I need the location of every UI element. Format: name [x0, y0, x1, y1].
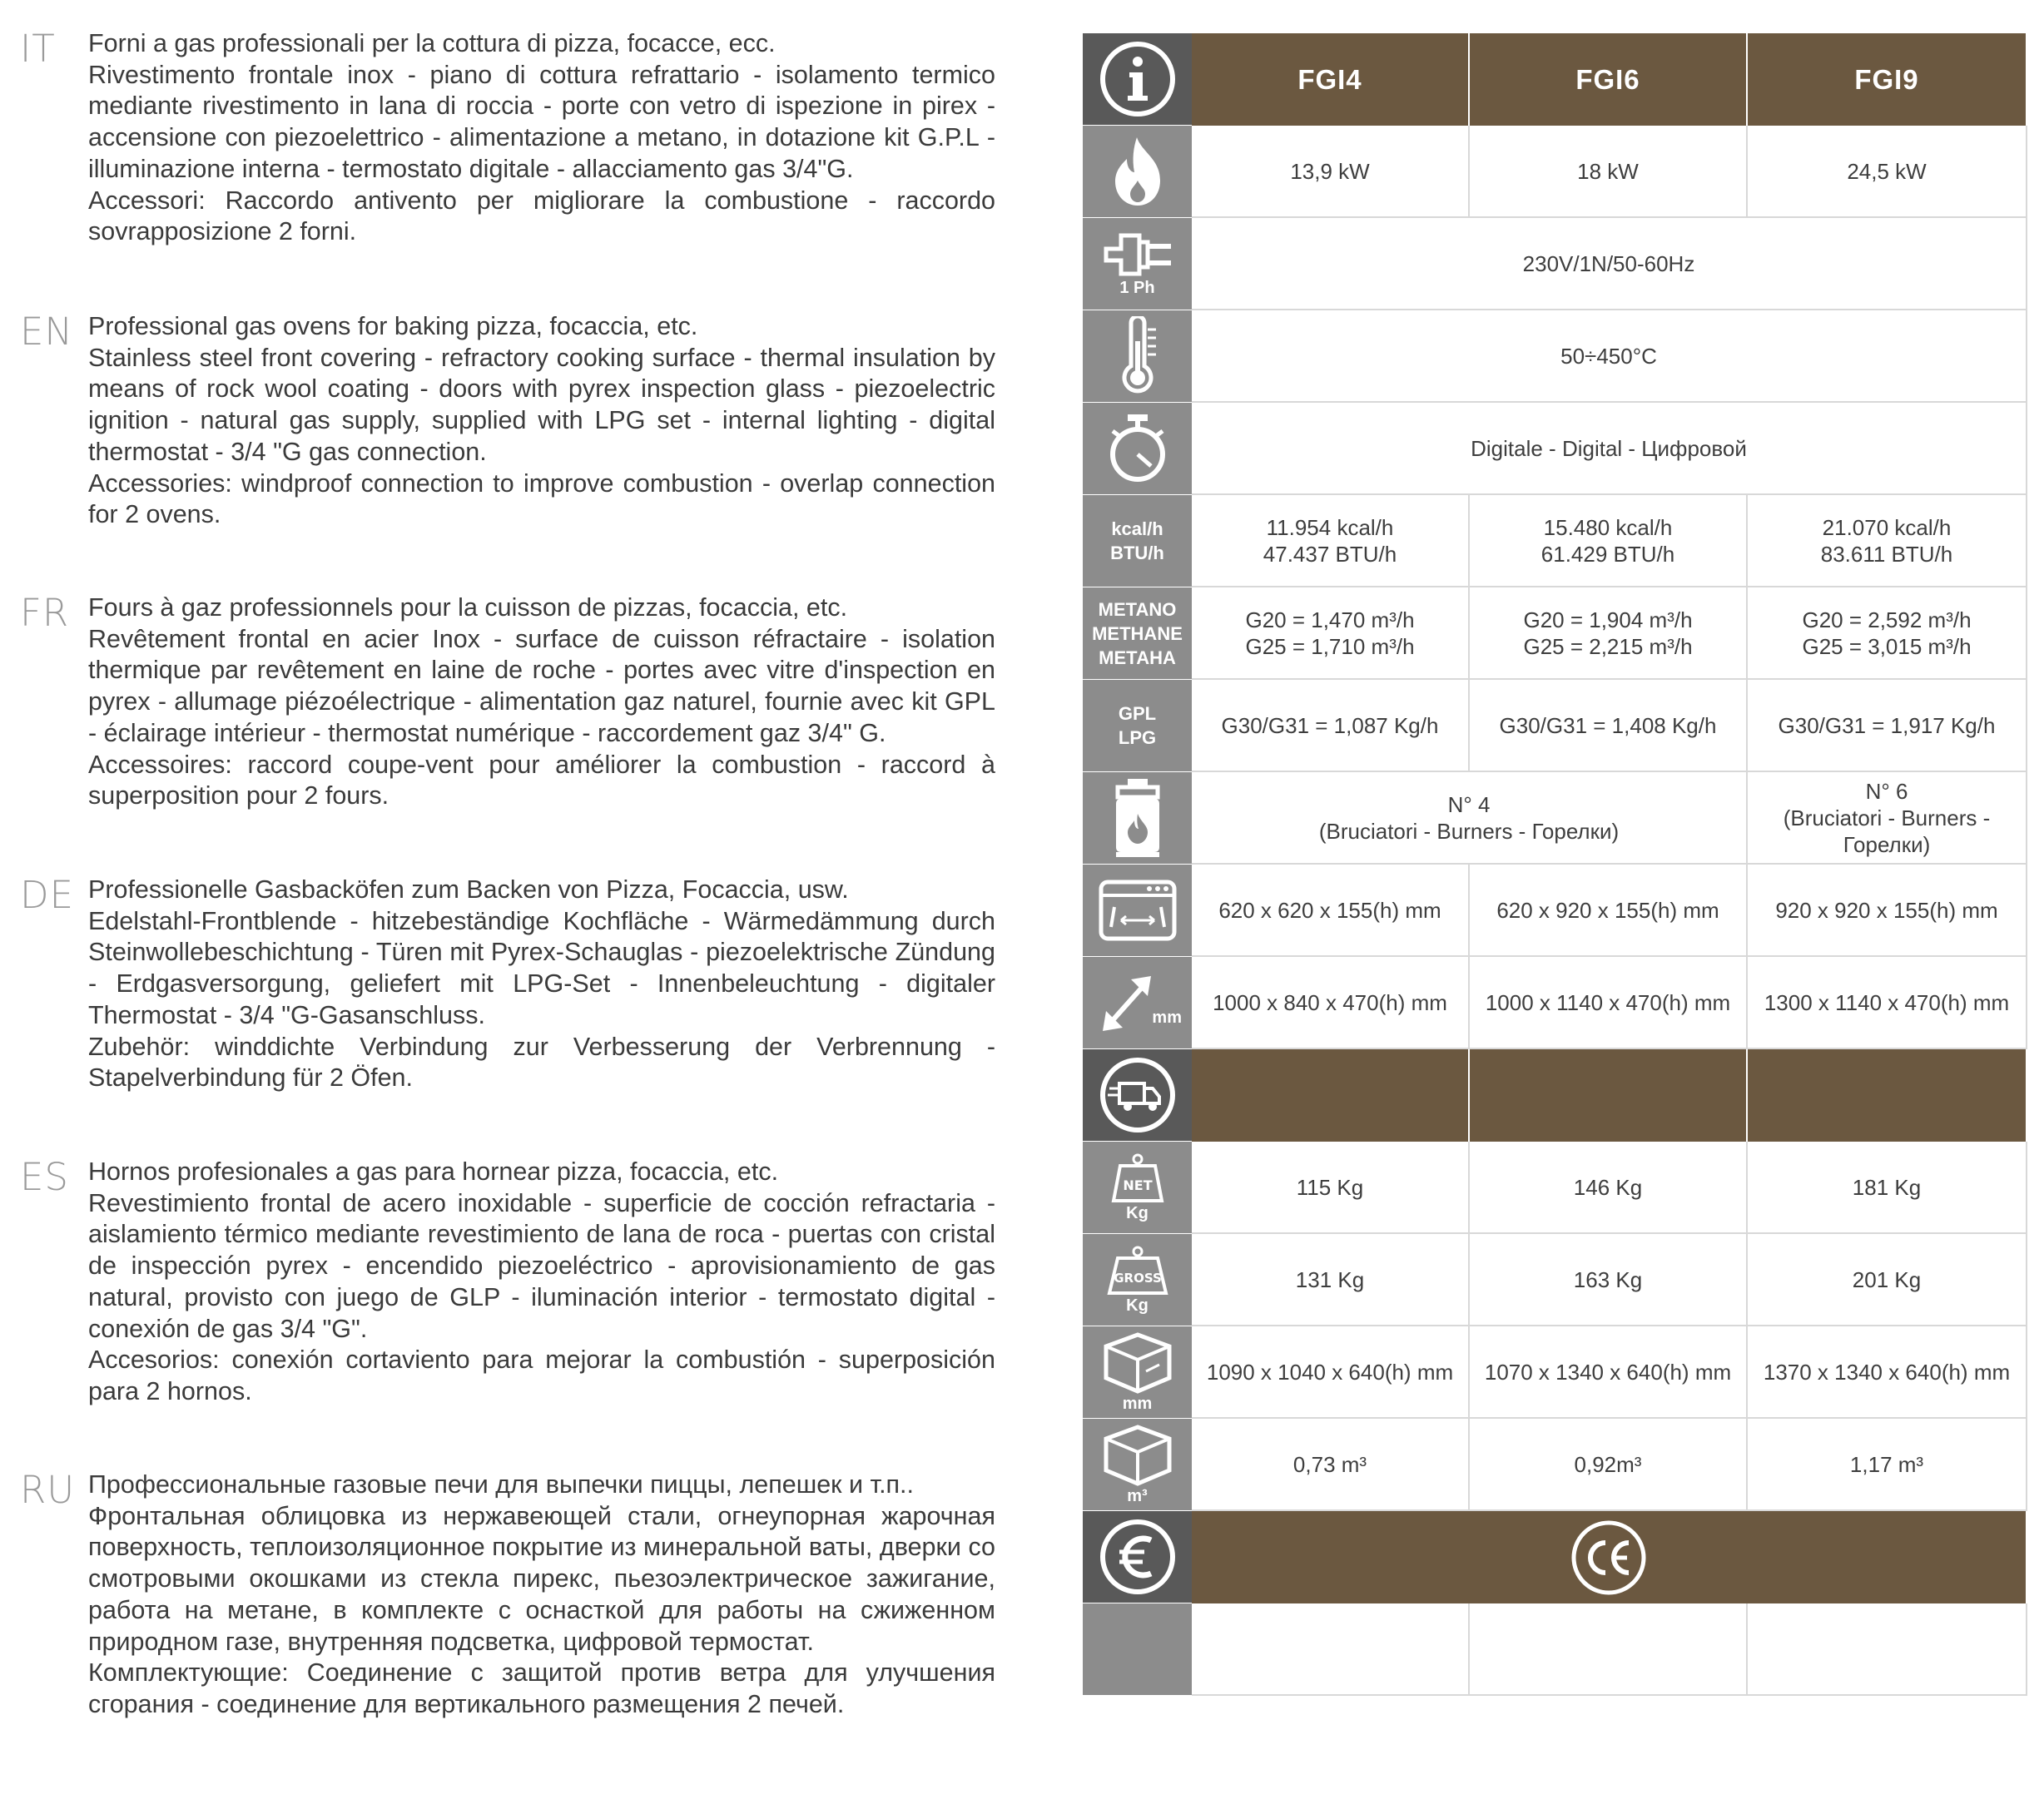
price-value	[1470, 1603, 1748, 1696]
timer-icon	[1104, 411, 1171, 486]
electrical-value: 230V/1N/50-60Hz	[1192, 218, 2027, 310]
g20-value: G20 = 1,904 m³/h	[1523, 607, 1693, 632]
volume-value: 1,17 m³	[1748, 1419, 2027, 1511]
lang-code: FR	[20, 591, 70, 635]
shipping-band-cell	[1748, 1049, 2027, 1142]
external-dims-icon-cell	[1083, 957, 1192, 1049]
kg-label: Kg	[1126, 1204, 1149, 1222]
volume-row	[1083, 1419, 2029, 1512]
price-band-row	[1083, 1511, 2029, 1604]
external-dims-value: 1000 x 840 x 470(h) mm	[1192, 957, 1470, 1049]
header-icon-cell	[1083, 33, 1192, 126]
price-band-cell	[1192, 1511, 2027, 1603]
flame-icon	[1109, 134, 1167, 209]
product-title: Hornos profesionales a gas para hornear pizza, focaccia, etc.	[88, 1157, 779, 1186]
product-title: Professionelle Gasbacköfen zum Backen von Pizza, Focaccia, usw.	[88, 875, 849, 904]
kg-label: Kg	[1126, 1296, 1149, 1315]
lang-code: DE	[20, 873, 75, 917]
heat-value	[1470, 495, 1748, 587]
power-row	[1083, 126, 2029, 219]
ce-mark-icon	[1569, 1518, 1649, 1598]
package-dims-value: 1070 x 1340 x 640(h) mm	[1470, 1326, 1748, 1419]
net-icon-text: NET	[1122, 1177, 1153, 1193]
net-weight-value: 146 Kg	[1470, 1142, 1748, 1234]
lang-text	[88, 1470, 995, 1721]
burners-row	[1083, 772, 2029, 865]
price-value	[1748, 1603, 2027, 1696]
product-features: Edelstahl-Frontblende - hitzebeständige Kochfläche - Wärmedämmung durch Steinwollebeschichtung - Türen mit Pyrex-Schauglas - piezoelektrische Zündung - Erdgasversorgung, geliefert mit LPG-Set - Innenbeleuchtung - digitaler Thermostat - 3/4 "G-Gasanschluss.	[88, 906, 995, 1029]
temperature-value: 50÷450°C	[1192, 310, 2027, 403]
lang-code: RU	[20, 1468, 76, 1512]
price-row	[1083, 1603, 2029, 1697]
product-accessories: Accessoires: raccord coupe-vent pour améliorer la combustion - raccord à superposition pour 2 fours.	[88, 750, 995, 810]
mm-label: mm	[1152, 1009, 1182, 1027]
heat-value	[1748, 495, 2027, 587]
heat-icon-label: kcal/h	[1111, 518, 1163, 539]
product-title: Forni a gas professionali per la cottura di pizza, focacce, ecc.	[88, 29, 776, 57]
product-features: Rivestimento frontale inox - piano di cottura refrattario - isolamento termico mediante rivestimento in lana di roccia - porte con vetro di ispezione in pirex - accensione con piezoelettrico - alimentazione a metano, in dotazione kit G.P.L - illuminazione interna - termostato digitale - allacciamento gas 3/4"G.	[88, 60, 995, 183]
product-features: Revêtement frontal en acier Inox - surface de cuisson réfractaire - isolation thermique par revêtement en laine de roche - portes avec vitre d'inspection en pyrex - allumage piézoélectrique - alimentation gaz naturel, fournie avec kit GPL - éclairage intérieur - thermostat numérique - raccordement gaz 3/4" G.	[88, 624, 995, 747]
shipping-band-row	[1083, 1049, 2029, 1142]
external-dims-value: 1000 x 1140 x 470(h) mm	[1470, 957, 1748, 1049]
methane-icon-label: METHANE	[1092, 622, 1183, 644]
power-value: 24,5 kW	[1748, 126, 2027, 218]
volume-value: 0,92m³	[1470, 1419, 1748, 1511]
heat-icon-cell	[1083, 495, 1192, 587]
g25-value: G25 = 1,710 m³/h	[1245, 633, 1415, 659]
lang-code: EN	[20, 310, 74, 354]
methane-value	[1192, 587, 1470, 680]
euro-icon	[1098, 1517, 1178, 1597]
gross-weight-row	[1083, 1234, 2029, 1327]
net-weight-row	[1083, 1142, 2029, 1235]
header-row	[1083, 33, 2029, 126]
burners-value	[1748, 772, 2027, 865]
net-weight-icon-cell	[1083, 1142, 1192, 1234]
control-row	[1083, 403, 2029, 496]
product-accessories: Zubehör: winddichte Verbindung zur Verbesserung der Verbrennung - Stapelverbindung für 2 Öfen.	[88, 1032, 995, 1093]
btu-value: 61.429 BTU/h	[1540, 541, 1675, 567]
product-title: Fours à gaz professionnels pour la cuisson de pizzas, focaccia, etc.	[88, 593, 848, 622]
heat-icon-label: BTU/h	[1110, 543, 1164, 563]
power-icon-cell	[1083, 126, 1192, 218]
net-weight-value: 115 Kg	[1192, 1142, 1470, 1234]
burner-count: N° 4	[1447, 791, 1491, 817]
internal-dims-value: 920 x 920 x 155(h) mm	[1748, 865, 2027, 957]
shipping-icon-cell	[1083, 1049, 1192, 1142]
thermometer-icon	[1113, 316, 1163, 396]
volume-box-icon	[1103, 1424, 1173, 1487]
product-title: Профессиональные газовые печи для выпечки пиццы, лепешек и т.п..	[88, 1470, 915, 1499]
burner-label: (Bruciatori - Burners - Горелки)	[1318, 818, 1620, 844]
gross-icon-text: GROSS	[1113, 1271, 1162, 1286]
kcal-value: 21.070 kcal/h	[1822, 514, 1952, 540]
external-dims-value: 1300 x 1140 x 470(h) mm	[1748, 957, 2027, 1049]
internal-dims-row	[1083, 865, 2029, 958]
plug-icon	[1098, 230, 1178, 279]
btu-value: 47.437 BTU/h	[1263, 541, 1397, 567]
oven-icon	[1098, 879, 1178, 942]
btu-value: 83.611 BTU/h	[1820, 541, 1953, 567]
price-empty-icon-cell	[1083, 1603, 1192, 1696]
product-title: Professional gas ovens for baking pizza, focaccia, etc.	[88, 312, 698, 340]
gross-weight-icon-cell	[1083, 1234, 1192, 1326]
model-header: FGI9	[1748, 33, 2027, 126]
control-icon-cell	[1083, 403, 1192, 495]
lang-text	[88, 1157, 995, 1408]
internal-dims-value: 620 x 920 x 155(h) mm	[1470, 865, 1748, 957]
net-weight-value: 181 Kg	[1748, 1142, 2027, 1234]
lang-text	[88, 28, 995, 248]
info-icon	[1098, 39, 1178, 119]
lpg-value: G30/G31 = 1,408 Kg/h	[1470, 680, 1748, 772]
power-value: 18 kW	[1470, 126, 1748, 218]
methane-icon-cell	[1083, 587, 1192, 680]
product-accessories: Accessories: windproof connection to improve combustion - overlap connection for 2 ovens.	[88, 468, 995, 529]
package-dims-value: 1370 x 1340 x 640(h) mm	[1748, 1326, 2027, 1419]
internal-dims-icon-cell	[1083, 865, 1192, 957]
lpg-value: G30/G31 = 1,917 Kg/h	[1748, 680, 2027, 772]
lang-text	[88, 311, 995, 531]
m3-label: m³	[1127, 1487, 1148, 1505]
lpg-icon-cell	[1083, 680, 1192, 772]
electrical-row	[1083, 218, 2029, 311]
volume-value: 0,73 m³	[1192, 1419, 1470, 1511]
shipping-band-cell	[1470, 1049, 1748, 1142]
electrical-icon-cell	[1083, 218, 1192, 310]
lpg-icon-label: GPL	[1118, 703, 1157, 724]
product-accessories: Accesorios: conexión cortaviento para mejorar la combustión - superposición para 2 hornos.	[88, 1346, 995, 1405]
phase-label: 1 Ph	[1119, 279, 1155, 297]
burner-label: (Bruciatori - Burners -	[1783, 805, 1991, 830]
burner-label: Горелки)	[1843, 831, 1931, 857]
spec-table	[1083, 33, 2029, 1697]
model-header: FGI6	[1470, 33, 1748, 126]
product-features: Фронтальная облицовка из нержавеющей стали, огнеупорная жарочная поверхность, теплоизоляционное покрытие из минеральной ваты, дверки со смотровыми окошками из стекла пирекс, пьезоэлектрическое зажигание, работа на метане, в комплекте с оснасткой для работы на сжиженном природном газе, внутренняя подсветка, цифровой термостат.	[88, 1501, 995, 1656]
methane-value	[1748, 587, 2027, 680]
temperature-row	[1083, 310, 2029, 404]
product-accessories: Accessori: Raccordo antivento per migliorare la combustione - raccordo sovrapposizione 2 forni.	[88, 186, 995, 246]
price-icon-cell	[1083, 1511, 1192, 1603]
temperature-icon-cell	[1083, 310, 1192, 403]
product-accessories: Комплектующие: Соединение с защитой против ветра для улучшения сгорания - соединение для вертикального размещения 2 печей.	[88, 1658, 995, 1718]
gross-weight-value: 201 Kg	[1748, 1234, 2027, 1326]
gross-weight-value: 163 Kg	[1470, 1234, 1748, 1326]
package-dims-icon-cell	[1083, 1326, 1192, 1419]
methane-row	[1083, 587, 2029, 681]
external-dims-row	[1083, 957, 2029, 1050]
lang-code: ES	[20, 1155, 69, 1199]
burner-count: N° 6	[1865, 778, 1908, 804]
model-header: FGI4	[1192, 33, 1470, 126]
product-features: Stainless steel front covering - refractory cooking surface - thermal insulation by means of rock wool coating - doors with pyrex inspection glass - piezoelectric ignition - natural gas supply, supplied with LPG set - internal lighting - digital thermostat - 3/4 "G gas connection.	[88, 343, 995, 466]
kcal-value: 15.480 kcal/h	[1543, 514, 1673, 540]
heat-value	[1192, 495, 1470, 587]
package-box-icon	[1103, 1331, 1173, 1395]
kcal-value: 11.954 kcal/h	[1266, 514, 1394, 540]
weight-gross-icon	[1104, 1245, 1171, 1296]
methane-icon-label: METANO	[1098, 598, 1177, 620]
internal-dims-value: 620 x 620 x 155(h) mm	[1192, 865, 1470, 957]
lpg-value: G30/G31 = 1,087 Kg/h	[1192, 680, 1470, 772]
package-dims-value: 1090 x 1040 x 640(h) mm	[1192, 1326, 1470, 1419]
heat-row	[1083, 495, 2029, 588]
shipping-band-cell	[1192, 1049, 1470, 1142]
package-dims-row	[1083, 1326, 2029, 1420]
g25-value: G25 = 3,015 m³/h	[1802, 633, 1972, 659]
burners-value	[1192, 772, 1748, 865]
lang-code: IT	[20, 27, 56, 71]
lang-text	[88, 592, 995, 812]
lang-text	[88, 875, 995, 1094]
product-features: Revestimiento frontal de acero inoxidable - superficie de cocción refractaria - aislamiento térmico mediante revestimiento de lana de roca - puertas con cristal de inspección pyrex - encendido piezoeléctrico - aprovisionamiento de gas natural, provisto con juego de GLP - iluminación interior - termostato digital - conexión de gas 3/4 "G".	[88, 1188, 995, 1343]
g20-value: G20 = 1,470 m³/h	[1245, 607, 1415, 632]
burners-icon-cell	[1083, 772, 1192, 865]
lpg-row	[1083, 680, 2029, 773]
price-value	[1192, 1603, 1470, 1696]
delivery-truck-icon	[1098, 1055, 1178, 1135]
gas-cylinder-icon	[1111, 777, 1164, 859]
methane-icon-label: МЕТАНА	[1099, 647, 1176, 668]
methane-value	[1470, 587, 1748, 680]
mm-label: mm	[1122, 1395, 1153, 1413]
control-value: Digitale - Digital - Цифровой	[1192, 403, 2027, 495]
g25-value: G25 = 2,215 m³/h	[1523, 633, 1693, 659]
lpg-icon-label: LPG	[1118, 727, 1157, 748]
weight-net-icon	[1109, 1152, 1167, 1204]
power-value: 13,9 kW	[1192, 126, 1470, 218]
volume-icon-cell	[1083, 1419, 1192, 1511]
gross-weight-value: 131 Kg	[1192, 1234, 1470, 1326]
g20-value: G20 = 2,592 m³/h	[1802, 607, 1972, 632]
